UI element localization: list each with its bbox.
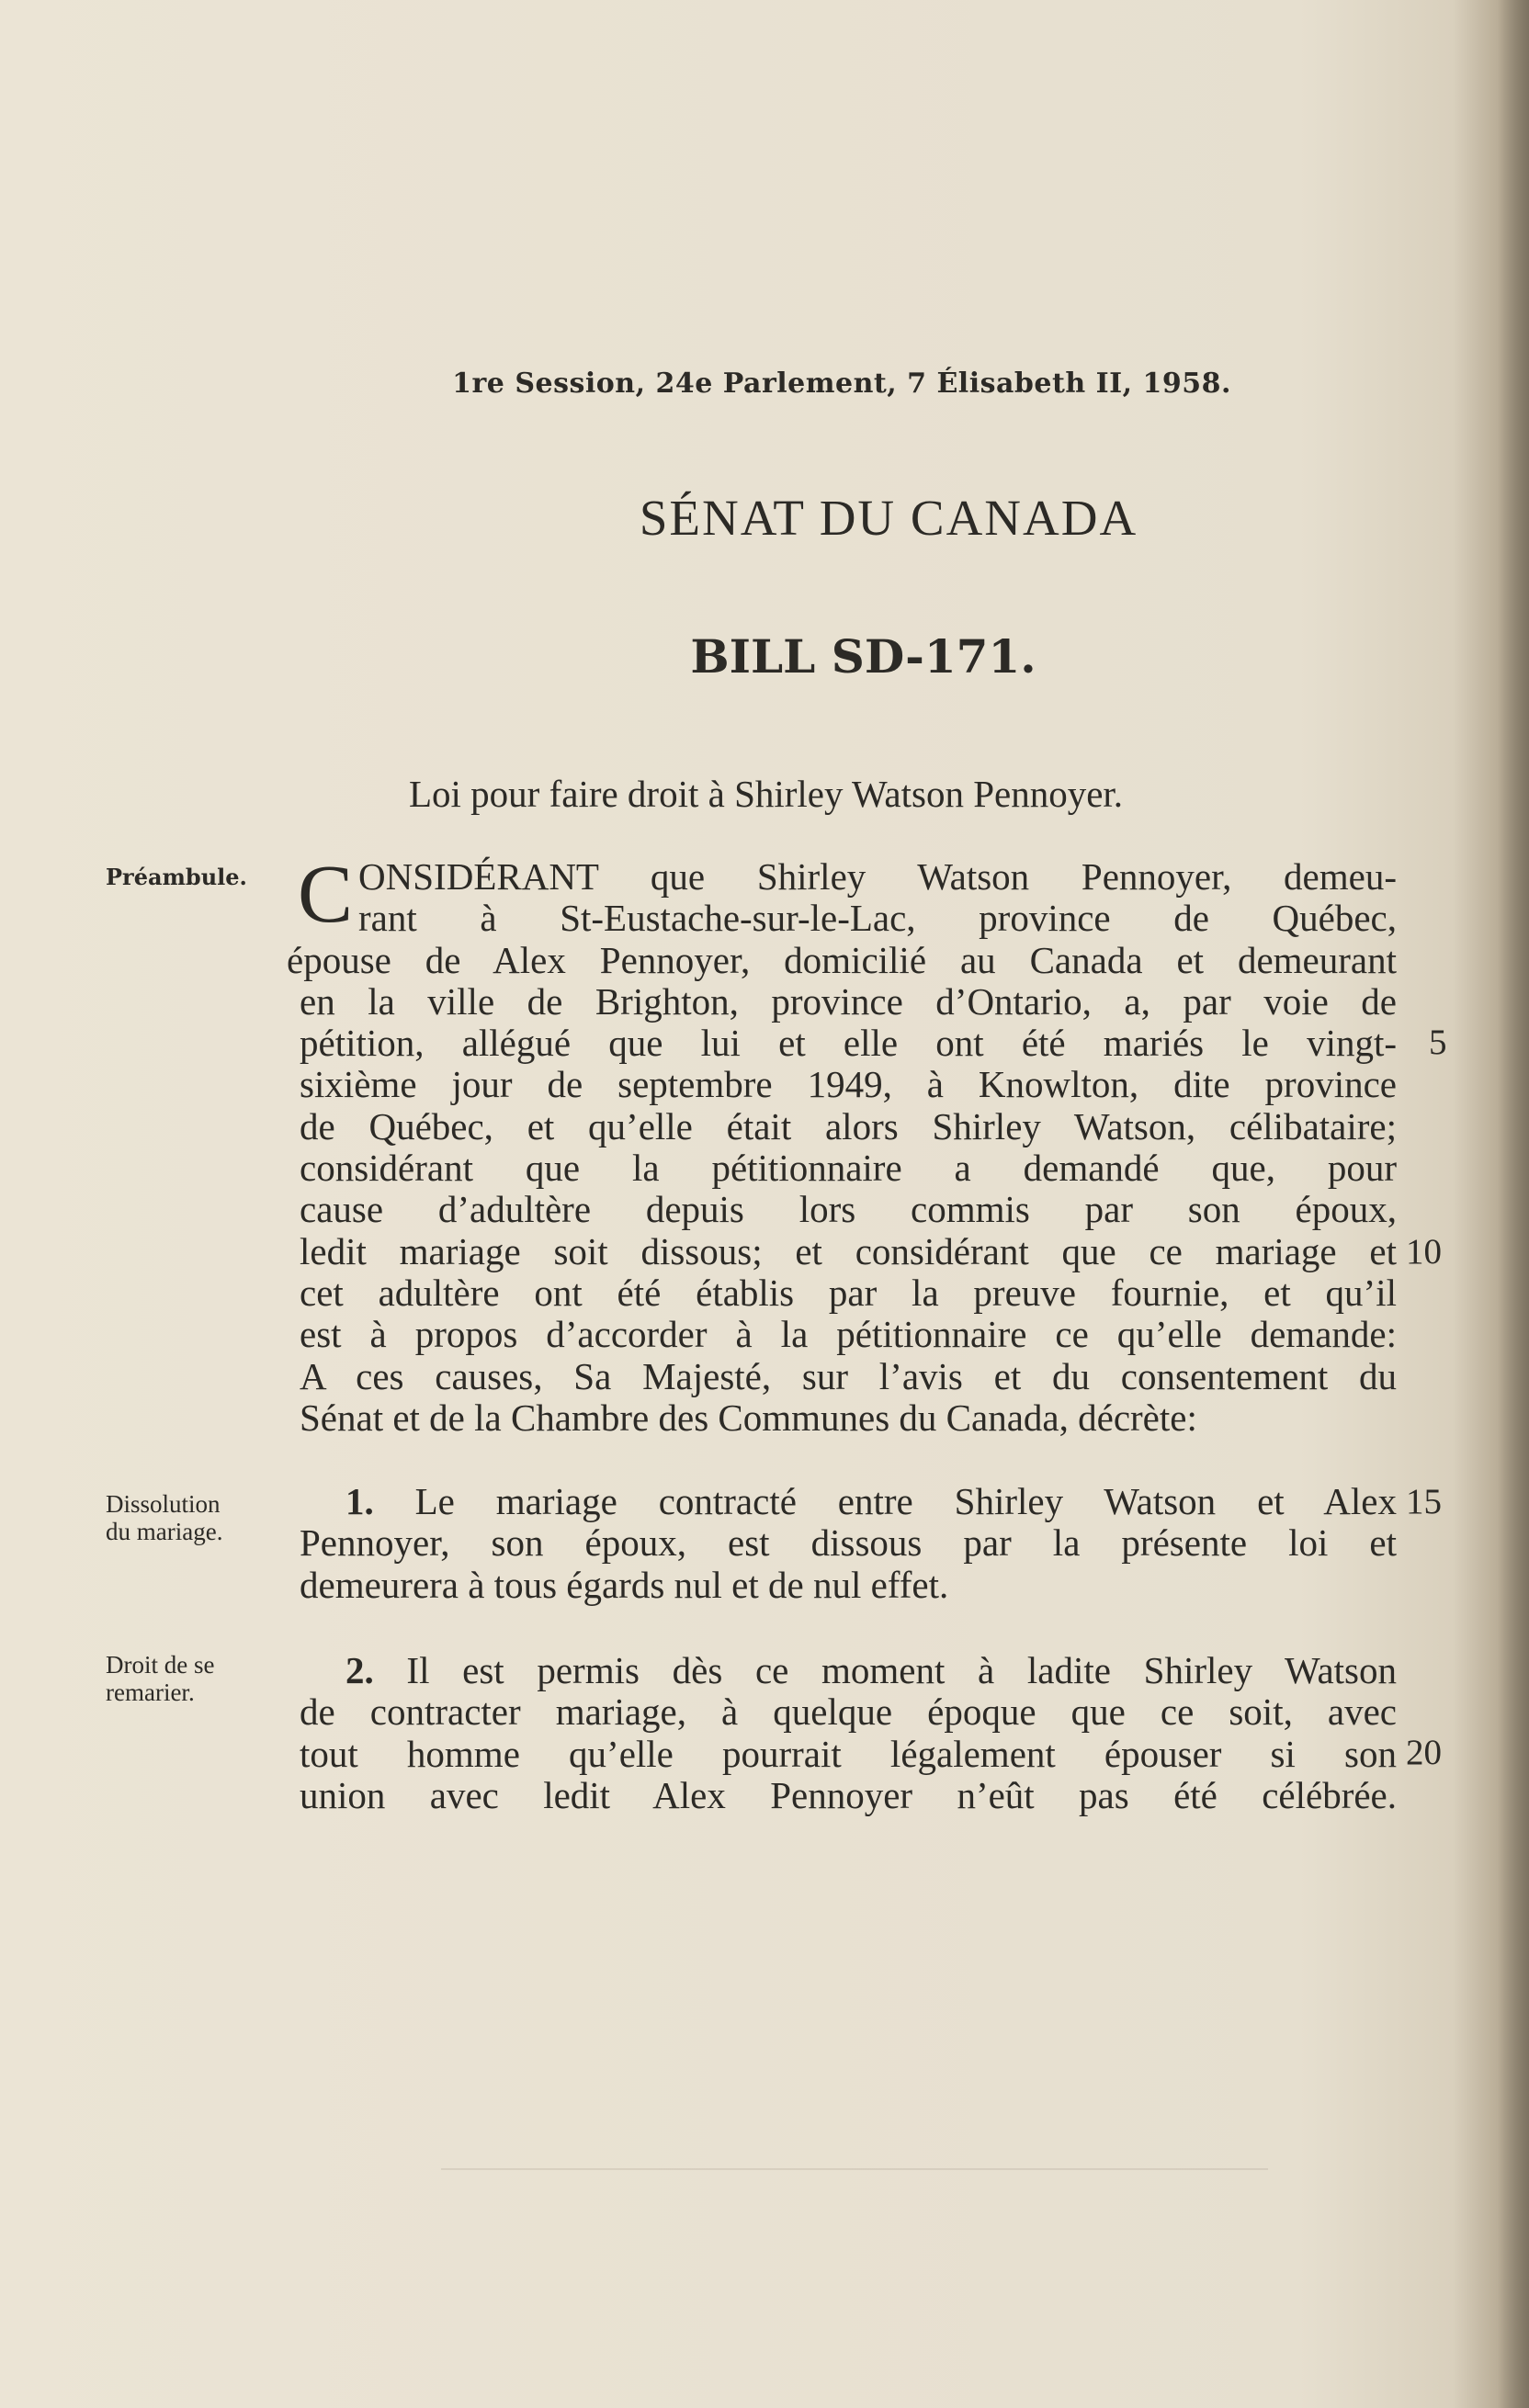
preamble-line: A ces causes, Sa Majesté, sur l’avis et du consentement du bbox=[300, 1354, 1397, 1397]
margin-note-dissolution-line1: Dissolution bbox=[106, 1490, 221, 1518]
margin-note-remarry-line2: remarier. bbox=[106, 1679, 195, 1706]
preamble-dropcap: C bbox=[298, 849, 354, 940]
margin-note-preamble: Préambule. bbox=[106, 864, 247, 890]
page-edge-shadow bbox=[1498, 0, 1529, 2408]
margin-note-dissolution bbox=[106, 1490, 222, 1545]
preamble-line: en la ville de Brighton, province d’Ontario, a, par voie de bbox=[300, 979, 1397, 1023]
preamble-line: de Québec, et qu’elle était alors Shirley Watson, célibataire; bbox=[300, 1104, 1397, 1147]
section-2-line: de contracter mariage, à quelque époque que ce soit, avec bbox=[300, 1690, 1397, 1734]
preamble-line: cause d’adultère depuis lors commis par son époux, bbox=[300, 1188, 1397, 1231]
section-2-line-text: Il est permis dès ce moment à ladite Shirley Watson bbox=[406, 1649, 1397, 1691]
preamble-line: rant à St-Eustache-sur-le-Lac, province de Québec, bbox=[358, 897, 1397, 940]
section-1-line: demeurera à tous égards nul et de nul effet. bbox=[300, 1563, 949, 1606]
session-header: 1re Session, 24e Parlement, 7 Élisabeth II, 1958. bbox=[452, 367, 1231, 400]
margin-note-remarry bbox=[106, 1651, 214, 1706]
section-1-paragraph bbox=[300, 1481, 1397, 1606]
preamble-line: considérant que la pétitionnaire a demandé que, pour bbox=[300, 1147, 1397, 1190]
preamble-line: cet adultère ont été établis par la preuve fournie, et qu’il bbox=[300, 1271, 1397, 1314]
line-number: 10 bbox=[1406, 1232, 1442, 1272]
preamble-line: Sénat et de la Chambre des Communes du Canada, décrète: bbox=[300, 1396, 1197, 1439]
bill-title bbox=[0, 629, 1529, 684]
section-2-number: 2. bbox=[345, 1649, 374, 1691]
faint-bleedthrough bbox=[441, 2168, 1268, 2170]
section-2-line: union avec ledit Alex Pennoyer n’eût pas été célébrée. bbox=[300, 1773, 1397, 1816]
preamble-line: est à propos d’accorder à la pétitionnaire ce qu’elle demande: bbox=[300, 1313, 1397, 1356]
section-1-line-text: Le mariage contracté entre Shirley Watson et Alex bbox=[414, 1480, 1397, 1522]
line-number: 5 bbox=[1429, 1023, 1447, 1062]
bill-subtitle: Loi pour faire droit à Shirley Watson Pennoyer. bbox=[409, 773, 1124, 815]
preamble-line: épouse de Alex Pennoyer, domicilié au Canada et demeurant bbox=[287, 938, 1397, 981]
preamble-line: sixième jour de septembre 1949, à Knowlton, dite province bbox=[300, 1063, 1397, 1106]
preamble-line: ledit mariage soit dissous; et considérant que ce mariage et bbox=[300, 1229, 1397, 1272]
bill-title-text: BILL SD-171. bbox=[690, 629, 1036, 684]
section-1-number: 1. bbox=[345, 1480, 374, 1522]
line-number: 20 bbox=[1406, 1733, 1442, 1772]
senate-title-text: SÉNAT DU CANADA bbox=[639, 490, 1138, 546]
section-2-line: tout homme qu’elle pourrait légalement épouser si son bbox=[300, 1732, 1397, 1775]
margin-note-dissolution-line2: du mariage. bbox=[106, 1518, 223, 1545]
preamble-line: ONSIDÉRANT que Shirley Watson Pennoyer, demeu- bbox=[358, 855, 1397, 898]
line-number: 15 bbox=[1406, 1482, 1442, 1521]
senate-title bbox=[0, 489, 1529, 547]
preamble-paragraph bbox=[287, 849, 1397, 1439]
margin-note-remarry-line1: Droit de se bbox=[106, 1651, 215, 1679]
section-1-line bbox=[300, 1481, 1397, 1522]
preamble-line: pétition, allégué que lui et elle ont été mariés le vingt- bbox=[300, 1022, 1397, 1065]
section-2-paragraph bbox=[300, 1650, 1397, 1816]
section-2-line bbox=[300, 1650, 1397, 1691]
section-1-line: Pennoyer, son époux, est dissous par la présente loi et bbox=[300, 1521, 1397, 1565]
